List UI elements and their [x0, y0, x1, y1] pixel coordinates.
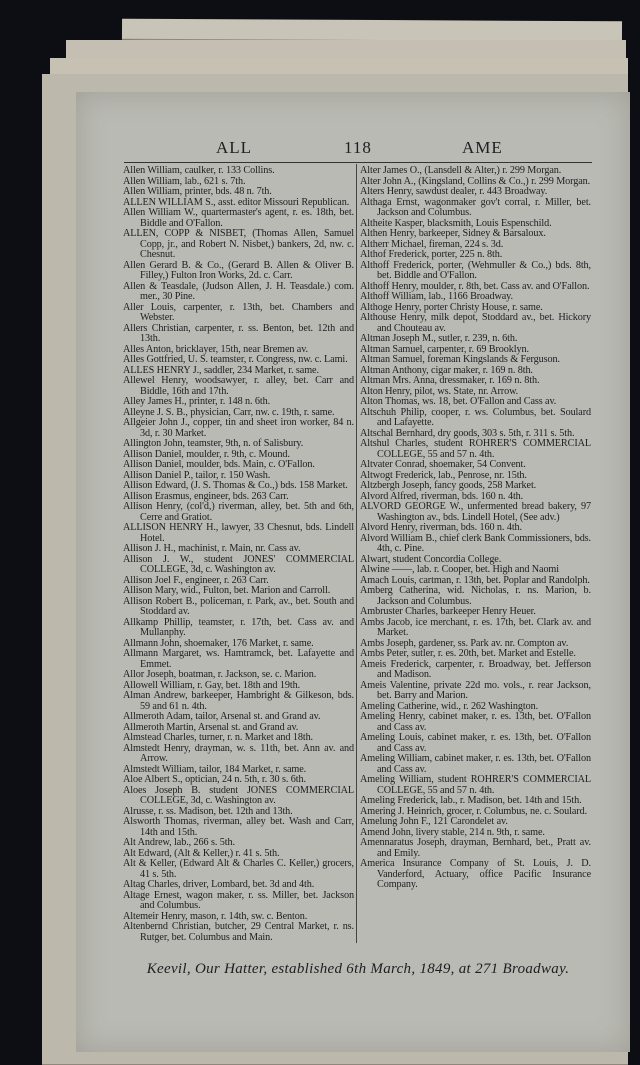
directory-entry: Althoff Frederick, porter, (Wehmuller & Co.,) bds. 8th, bet. Biddle and O'Fallon.	[360, 259, 591, 281]
directory-entry: Alley James H., printer, r. 148 n. 6th.	[123, 396, 271, 407]
directory-entry: Althoff William, lab., 1166 Broadway.	[360, 291, 513, 302]
directory-entry: Allison Daniel P., tailor, r. 150 Wash.	[123, 469, 271, 481]
directory-entry: Altwogt Frederick, lab., Penrose, nr. 15th.	[360, 469, 527, 481]
directory-entry: Althen Henry, barkeeper, Sidney & Barsaloux.	[360, 228, 546, 239]
directory-entry: Altheite Kasper, blacksmith, Louis Espenschild.	[360, 217, 552, 229]
directory-entry: Almstead Charles, turner, r. n. Market and 18th.	[123, 732, 314, 743]
directory-entry: Altman Samuel, foreman Kingslands & Ferguson.	[360, 354, 560, 365]
directory-entry: Allen & Teasdale, (Judson Allen, J. H. Teasdale.) com. mer., 30 Pine.	[123, 280, 354, 302]
directory-entry: Amering J. Heinrich, grocer, r. Columbus, ne. c. Soulard.	[360, 805, 588, 817]
directory-entry: Allgeier John J., copper, tin and sheet iron worker, 84 n. 3d, r. 30 Market.	[123, 417, 354, 439]
right-column	[360, 166, 591, 891]
directory-entry: Ameling Frederick, lab., r. Madison, bet. 14th and 15th.	[360, 795, 582, 806]
directory-entry: Allison Mary, wid., Fulton, bet. Marion and Carroll.	[123, 585, 331, 596]
directory-entry: Alters Henry, sawdust dealer, r. 443 Broadway.	[360, 186, 548, 197]
directory-entry: Alrusse, r. ss. Madison, bet. 12th and 13th.	[123, 805, 293, 817]
directory-entry: Altman Samuel, carpenter, r. 69 Brooklyn.	[360, 343, 529, 355]
page-edge	[122, 19, 622, 43]
directory-entry: Allmeroth Adam, tailor, Arsenal st. and Grand av.	[123, 711, 321, 722]
directory-entry: Alwine ——, lab. r. Cooper, bet. High and Naomi	[360, 564, 559, 575]
directory-entry: Altman Anthony, cigar maker, r. 169 n. 8th.	[360, 364, 533, 376]
directory-entry: Allison Daniel, moulder, r. 9th, c. Mound.	[123, 448, 290, 460]
directory-entry: Ameling Henry, cabinet maker, r. es. 13th, bet. O'Fallon and Cass av.	[360, 711, 591, 733]
directory-entry: Allewel Henry, woodsawyer, r. alley, bet. Carr and Biddle, 16th and 17th.	[123, 375, 354, 397]
directory-entry: Allen Gerard B. & Co., (Gerard B. Allen & Oliver B. Filley,) Fulton Iron Works, 2d. c. Carr.	[123, 259, 354, 281]
directory-entry: Alter James O., (Lansdell & Alter,) r. 299 Morgan.	[360, 165, 562, 176]
directory-entry: Alter John A., (Kingsland, Collins & Co.,) r. 299 Morgan.	[360, 175, 591, 187]
directory-entry: Alles Gottfried, U. S. teamster, r. Congress, nw. c. Lami.	[123, 354, 348, 365]
directory-entry: Altag Charles, driver, Lombard, bet. 3d and 4th.	[123, 879, 315, 890]
directory-entry: Allkamp Phillip, teamster, r. 17th, bet. Cass av. and Mullanphy.	[123, 616, 354, 638]
directory-entry: Amach Louis, cartman, r. 13th, bet. Poplar and Randolph.	[360, 574, 590, 586]
directory-entry: Alt & Keller, (Edward Alt & Charles C. Keller,) grocers, 41 s. 5th.	[123, 858, 354, 880]
footer-advertisement: Keevil, Our Hatter, established 6th March, 1849, at 271 Broadway.	[146, 961, 570, 977]
directory-entry: Alton Thomas, ws. 18, bet. O'Fallon and Cass av.	[360, 396, 557, 407]
directory-entry: Allington John, teamster, 9th, n. of Salisbury.	[123, 438, 304, 449]
directory-entry: Alwart, student Concordia College.	[360, 553, 502, 565]
directory-entry: Altschal Bernhard, dry goods, 303 s. 5th, r. 311 s. 5th.	[360, 427, 575, 439]
directory-entry: Allen William, lab., 621 s. 7th.	[123, 175, 246, 187]
directory-entry: ALLEN, COPP & NISBET, (Thomas Allen, Samuel Copp, jr., and Robert N. Nisbet,) bankers, 2d, nw. c. Chesnut.	[123, 228, 354, 260]
directory-entry: Altman Joseph M., sutler, r. 239, n. 6th.	[360, 333, 518, 344]
directory-entry: Allison Joel F., engineer, r. 263 Carr.	[123, 574, 269, 586]
directory-entry: Ambruster Charles, barkeeper Henry Heuer.	[360, 606, 536, 617]
directory-entry: Allison Daniel, moulder, bds. Main, c. O'Fallon.	[123, 459, 315, 470]
directory-entry: Altshul Charles, student ROHRER'S COMMERCIAL COLLEGE, 55 and 57 n. 4th.	[360, 438, 591, 460]
directory-entry: Allison Henry, (col'd,) riverman, alley, bet. 5th and 6th, Cerre and Gratiot.	[123, 501, 354, 523]
directory-entry: Althoff Henry, moulder, r. 8th, bet. Cass av. and O'Fallon.	[360, 280, 590, 292]
directory-entry: Alsworth Thomas, riverman, alley bet. Wash and Carr, 14th and 15th.	[123, 816, 354, 838]
directory-entry: Alman Andrew, barkeeper, Hambright & Gilkeson, bds. 59 and 61 n. 4th.	[123, 690, 354, 712]
directory-entry: Amennaratus Joseph, drayman, Bernhard, bet., Pratt av. and Emily.	[360, 837, 591, 859]
directory-entry: Ambs Peter, sutler, r. es. 20th, bet. Market and Estelle.	[360, 648, 576, 659]
directory-entry: Allison Edward, (J. S. Thomas & Co.,) bds. 158 Market.	[123, 480, 348, 491]
directory-entry: Allison Robert B., policeman, r. Park, av., bet. South and Stoddard av.	[123, 595, 354, 617]
directory-entry: Allison J. H., machinist, r. Main, nr. Cass av.	[123, 543, 301, 554]
directory-entry: Allen William W., quartermaster's agent, r. es. 18th, bet. Biddle and O'Fallon.	[123, 207, 354, 229]
directory-entry: Ambs Joseph, gardener, ss. Park av. nr. Compton av.	[360, 637, 569, 649]
directory-entry: Altherr Michael, fireman, 224 s. 3d.	[360, 238, 504, 250]
directory-entry: Allmeroth Martin, Arsenal st. and Grand av.	[123, 721, 299, 733]
directory-entry: Allor Joseph, boatman, r. Jackson, se. c. Marion.	[123, 669, 317, 680]
directory-entry: Almstedt William, tailor, 184 Market, r. same.	[123, 763, 307, 775]
directory-entry: ALVORD GEORGE W., unfermented bread bakery, 97 Washington av., bds. Lindell Hotel, (See adv.)	[360, 501, 591, 523]
directory-entry: Altvater Conrad, shoemaker, 54 Convent.	[360, 459, 526, 470]
directory-entry: ALLISON HENRY H., lawyer, 33 Chesnut, bds. Lindell Hotel.	[123, 522, 354, 544]
directory-entry: Althaga Ernst, wagonmaker gov't corral, r. Miller, bet. Jackson and Columbus.	[360, 196, 591, 218]
directory-entry: ALLEN WILLIAM S., asst. editor Missouri Republican.	[123, 196, 350, 208]
directory-entry: Ameling William, cabinet maker, r. es. 13th, bet. O'Fallon and Cass av.	[360, 753, 591, 775]
directory-entry: Allowell William, r. Gay, bet. 18th and 19th.	[123, 679, 301, 691]
directory-entry: Ambs Jacob, ice merchant, r. es. 17th, bet. Clark av. and Market.	[360, 616, 591, 638]
page-edge	[50, 58, 628, 75]
directory-entry: Ameis Valentine, private 22d mo. vols., r. rear Jackson, bet. Barry and Marion.	[360, 679, 591, 701]
directory-entry: Allmann Margaret, ws. Hamtramck, bet. Lafayette and Emmet.	[123, 648, 354, 670]
directory-entry: Altschuh Philip, cooper, r. ws. Columbus, bet. Soulard and Lafayette.	[360, 406, 591, 428]
directory-entry: Altenbernd Christian, butcher, 29 Central Market, r. ns. Rutger, bet. Columbus and Main.	[123, 921, 354, 943]
directory-entry: ALLES HENRY J., saddler, 234 Market, r. same.	[123, 364, 319, 376]
directory-entry: Alles Anton, bricklayer, 15th, near Bremen av.	[123, 343, 309, 355]
directory-entry: Allen William, printer, bds. 48 n. 7th.	[123, 186, 272, 197]
directory-entry: Ameling William, student ROHRER'S COMMERCIAL COLLEGE, 55 and 57 n. 4th.	[360, 774, 591, 796]
left-column	[123, 166, 354, 943]
directory-entry: Aller Louis, carpenter, r. 13th, bet. Chambers and Webster.	[123, 301, 354, 323]
directory-entry: Alleyne J. S. B., physician, Carr, nw. c. 19th, r. same.	[123, 406, 335, 418]
directory-entry: Amberg Catherina, wid. Nicholas, r. ns. Marion, b. Jackson and Columbus.	[360, 585, 591, 607]
directory-entry: Ameling Catherine, wid., r. 262 Washington.	[360, 700, 539, 712]
column-divider	[356, 164, 357, 943]
directory-entry: Almstedt Henry, drayman, w. s. 11th, bet. Ann av. and Arrow.	[123, 742, 354, 764]
header-right-guide: AME	[462, 138, 503, 157]
page-number: 118	[344, 138, 372, 157]
directory-entry: Altzbergh Joseph, fancy goods, 258 Market.	[360, 480, 537, 491]
directory-entry: Altage Ernest, wagon maker, r. ss. Miller, bet. Jackson and Columbus.	[123, 889, 354, 911]
directory-entry: Alt Andrew, lab., 266 s. 5th.	[123, 837, 235, 848]
directory-entry: America Insurance Company of St. Louis, J. D. Vanderford, Actuary, office Pacific Insurance Company.	[360, 858, 591, 890]
directory-entry: Amelung John F., 121 Carondelet av.	[360, 816, 508, 827]
header-left-guide: ALL	[216, 138, 253, 157]
directory-entry: Altemeir Henry, mason, r. 14th, sw. c. Benton.	[123, 910, 308, 922]
directory-entry: Allers Christian, carpenter, r. ss. Benton, bet. 12th and 13th.	[123, 322, 354, 344]
directory-entry: Aloe Albert S., optician, 24 n. 5th, r. 30 s. 6th.	[123, 774, 306, 785]
directory-entry: Allen William, caulker, r. 133 Collins.	[123, 165, 275, 176]
header-rule	[124, 162, 592, 163]
directory-entry: Allison J. W., student JONES' COMMERCIAL COLLEGE, 3d, c. Washington av.	[123, 553, 354, 575]
directory-entry: Alt Edward, (Alt & Keller,) r. 41 s. 5th.	[123, 847, 280, 859]
directory-entry: Allison Erasmus, engineer, bds. 263 Carr.	[123, 490, 289, 502]
directory-entry: Althouse Henry, milk depot, Stoddard av., bet. Hickory and Chouteau av.	[360, 312, 591, 334]
page-edge	[66, 40, 626, 59]
directory-entry: Altman Mrs. Anna, dressmaker, r. 169 n. 8th.	[360, 375, 540, 386]
directory-entry: Ameis Frederick, carpenter, r. Broadway, bet. Jefferson and Madison.	[360, 658, 591, 680]
directory-entry: Alvord Henry, riverman, bds. 160 n. 4th.	[360, 522, 522, 533]
directory-entry: Ameling Louis, cabinet maker, r. es. 13th, bet. O'Fallon and Cass av.	[360, 732, 591, 754]
directory-entry: Alvord William B., chief clerk Bank Commissioners, bds. 4th, c. Pine.	[360, 532, 591, 554]
directory-entry: Aloes Joseph B. student JONES COMMERCIAL COLLEGE, 3d, c. Washington av.	[123, 784, 354, 806]
directory-entry: Amend John, livery stable, 214 n. 9th, r. same.	[360, 826, 545, 838]
directory-entry: Althoge Henry, porter Christy House, r. same.	[360, 301, 543, 313]
directory-entry: Althof Frederick, porter, 225 n. 8th.	[360, 249, 503, 260]
directory-entry: Allmann John, shoemaker, 176 Market, r. same.	[123, 637, 314, 649]
directory-entry: Alton Henry, pilot, ws. State, nr. Arrow.	[360, 385, 519, 397]
directory-entry: Alvord Alfred, riverman, bds. 160 n. 4th.	[360, 490, 524, 502]
